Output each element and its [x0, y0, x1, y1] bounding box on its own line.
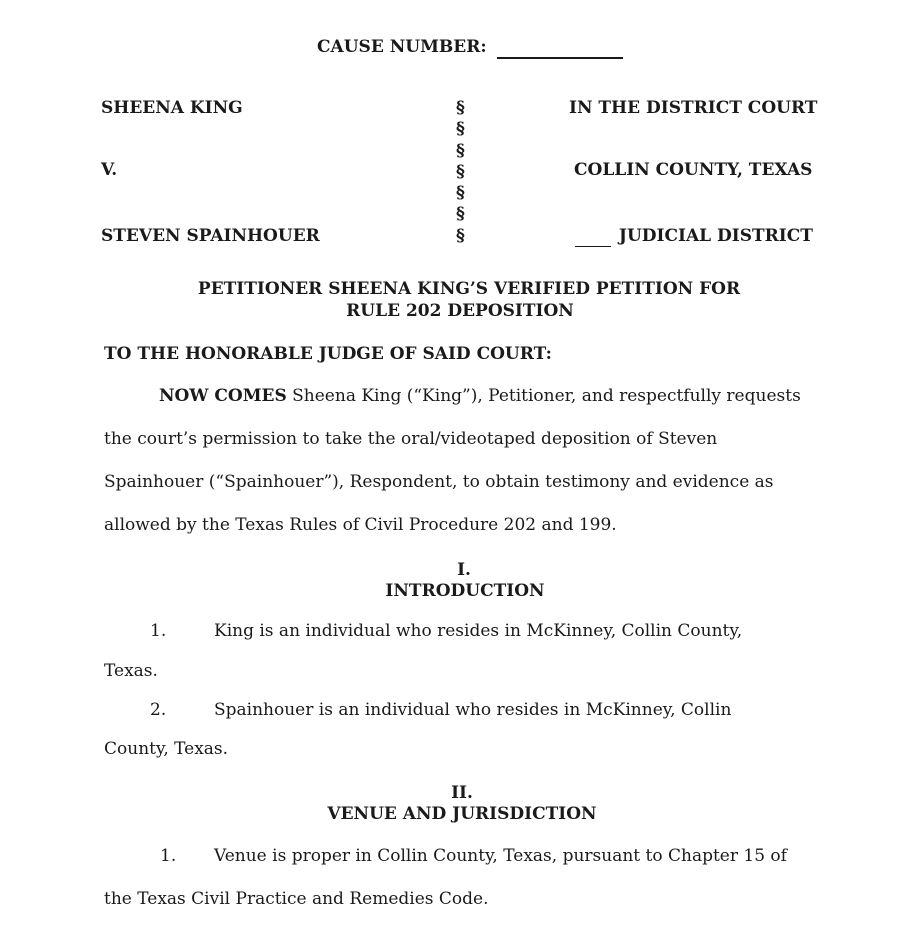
caption-county: COLLIN COUNTY, TEXAS [574, 160, 813, 180]
section-mark: § [456, 225, 465, 246]
cause-number-label: CAUSE NUMBER: [317, 37, 487, 57]
section-mark: § [456, 183, 465, 204]
section-1-item-1-line2: Texas. [104, 661, 158, 681]
intro-lead: NOW COMES [159, 386, 287, 406]
intro-line-1-text: Sheena King (“King”), Petitioner, and respectfully requests [286, 386, 801, 406]
document-title-line2: RULE 202 DEPOSITION [346, 301, 574, 321]
district-number-blank [575, 226, 611, 247]
section-mark: § [456, 204, 465, 225]
caption-section-marks [456, 98, 465, 247]
document-title-line1: PETITIONER SHEENA KING’S VERIFIED PETITION FOR [197, 279, 741, 299]
section-1-item-1-num: 1. [150, 621, 167, 641]
section-mark: § [456, 140, 465, 161]
section-1-numeral: I. [457, 560, 471, 580]
cause-number [317, 37, 623, 59]
caption-court: IN THE DISTRICT COURT [569, 98, 818, 118]
intro-line-3: Spainhouer (“Spainhouer”), Respondent, to obtain testimony and evidence as [104, 472, 774, 492]
caption-versus: V. [101, 160, 118, 180]
section-mark: § [456, 119, 465, 140]
section-1-item-2-line2: County, Texas. [104, 739, 229, 759]
section-1-item-2-num: 2. [150, 700, 167, 720]
section-2-item-1-num: 1. [160, 846, 177, 866]
section-1-item-2-line1: Spainhouer is an individual who resides in McKinney, Collin [214, 700, 732, 720]
intro-line-1 [159, 386, 801, 406]
caption-respondent: STEVEN SPAINHOUER [101, 226, 320, 246]
caption-district [575, 226, 813, 247]
section-mark: § [456, 98, 465, 118]
intro-line-2: the court’s permission to take the oral/videotaped deposition of Steven [104, 429, 718, 449]
section-1-item-1-line1: King is an individual who resides in McKinney, Collin County, [214, 621, 743, 641]
section-2-numeral: II. [451, 783, 473, 803]
section-2-heading [0, 783, 924, 825]
section-1-heading [0, 560, 924, 602]
caption-petitioner: SHEENA KING [101, 98, 243, 118]
section-2-item-1-line1: Venue is proper in Collin County, Texas, pursuant to Chapter 15 of [214, 846, 787, 866]
document-title [0, 278, 924, 322]
section-2-item-1-line2: the Texas Civil Practice and Remedies Code. [104, 889, 489, 909]
section-mark: § [456, 161, 465, 182]
cause-number-blank [497, 37, 623, 59]
section-1-title: INTRODUCTION [385, 581, 545, 601]
district-label: JUDICIAL DISTRICT [618, 226, 813, 246]
salutation: TO THE HONORABLE JUDGE OF SAID COURT: [104, 344, 552, 364]
intro-line-4: allowed by the Texas Rules of Civil Procedure 202 and 199. [104, 515, 617, 535]
section-2-title: VENUE AND JURISDICTION [327, 804, 597, 824]
